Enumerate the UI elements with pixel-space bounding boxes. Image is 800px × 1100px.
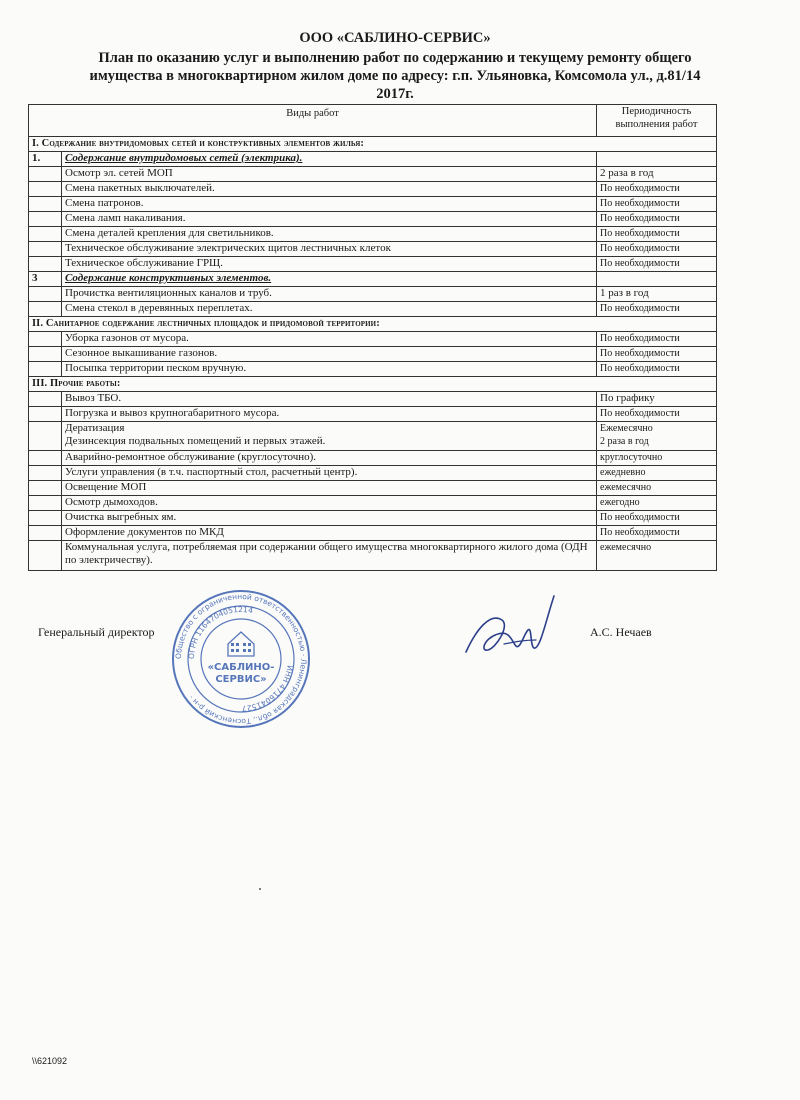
empty-cell [29,541,62,571]
period-cell: По необходимости [597,257,717,272]
work-cell: Смена патронов. [62,197,597,212]
empty-cell [597,272,717,287]
period-line: 2 раза в год [600,436,649,447]
work-cell: Прочистка вентиляционных каналов и труб. [62,287,597,302]
section-row [29,317,717,332]
scan-speck [259,888,261,890]
period-cell: По необходимости [597,182,717,197]
work-cell: Погрузка и вывоз крупногабаритного мусора. [62,407,597,422]
company-stamp [170,588,312,730]
subsection-title: Содержание конструктивных элементов. [62,272,597,287]
empty-cell [29,422,62,451]
period-cell: 1 раз в год [597,287,717,302]
period-cell: ежемесячно [597,541,717,571]
empty-cell [29,496,62,511]
empty-cell [29,526,62,541]
empty-cell [29,212,62,227]
table-row [29,422,717,451]
table-row [29,287,717,302]
work-cell: Осмотр эл. сетей МОП [62,167,597,182]
work-cell: Коммунальная услуга, потребляемая при содержании общего имущества многоквартирного жилого дома (ОДН по электричеству). [62,541,597,571]
period-cell: По необходимости [597,212,717,227]
stamp-inn: ИНН 4716041527 [241,664,295,714]
empty-cell [29,182,62,197]
period-cell: По необходимости [597,242,717,257]
table-row [29,227,717,242]
period-cell: По графику [597,392,717,407]
work-cell: Посыпка территории песком вручную. [62,362,597,377]
table-row [29,511,717,526]
signer-name: А.С. Нечаев [590,625,652,639]
work-cell: Смена пакетных выключателей. [62,182,597,197]
work-cell: Уборка газонов от мусора. [62,332,597,347]
work-cell: Очистка выгребных ям. [62,511,597,526]
work-cell: Сезонное выкашивание газонов. [62,347,597,362]
empty-cell [597,152,717,167]
empty-cell [29,347,62,362]
table-row [29,407,717,422]
table-row [29,332,717,347]
period-cell: По необходимости [597,332,717,347]
empty-cell [29,407,62,422]
empty-cell [29,466,62,481]
table-row [29,302,717,317]
table-row [29,526,717,541]
work-cell: Осмотр дымоходов. [62,496,597,511]
table-row [29,541,717,571]
period-cell: По необходимости [597,407,717,422]
work-cell [62,422,597,451]
document-footnote: \\621092 [32,1056,68,1066]
work-cell: Оформление документов по МКД [62,526,597,541]
header-period-line-1: Периодичность [621,106,692,117]
work-cell: Смена ламп накаливания. [62,212,597,227]
section-2-title: II. Санитарное содержание лестничных площадок и придомовой территории: [29,317,717,332]
empty-cell [29,511,62,526]
stamp-center-line-2: СЕРВИС» [215,674,267,685]
empty-cell [29,227,62,242]
period-cell: По необходимости [597,227,717,242]
period-cell: По необходимости [597,197,717,212]
section-row [29,137,717,152]
work-cell: Смена стекол в деревянных переплетах. [62,302,597,317]
period-line: Ежемесячно [600,423,653,434]
company-name: ООО «САБЛИНО-СЕРВИС» [299,30,491,46]
empty-cell [29,167,62,182]
section-3-title: III. Прочие работы: [29,377,717,392]
document-title-line-1: План по оказанию услуг и выполнению работ по содержанию и текущему ремонту общего [98,50,692,66]
signer-role: Генеральный директор [38,625,155,639]
stamp-outer-text: Общество с ограниченной ответственностью · Ленинградская обл., Тосненский р-н · [173,591,309,727]
period-cell [597,422,717,451]
table-row [29,197,717,212]
work-cell: Техническое обслуживание электрических щитов лестничных клеток [62,242,597,257]
document-year: 2017г. [376,86,414,102]
table-row [29,496,717,511]
table-row [29,466,717,481]
section-1-title: I. Содержание внутридомовых сетей и конструктивных элементов жилья: [29,137,717,152]
empty-cell [29,332,62,347]
table-row [29,167,717,182]
director-signature [458,590,568,670]
work-line: Дезинсекция подвальных помещений и первых этажей. [65,435,326,447]
empty-cell [29,392,62,407]
subsection-row [29,152,717,167]
table-row [29,392,717,407]
period-cell: круглосуточно [597,451,717,466]
table-row [29,182,717,197]
period-cell: По необходимости [597,302,717,317]
period-cell: По необходимости [597,347,717,362]
empty-cell [29,287,62,302]
table-row [29,347,717,362]
empty-cell [29,242,62,257]
stamp-ogrn: ОГРН 1164704051214 [186,604,254,660]
work-cell: Вывоз ТБО. [62,392,597,407]
table-header-row [29,105,717,137]
table-row [29,481,717,496]
subsection-row [29,272,717,287]
work-cell: Техническое обслуживание ГРЩ. [62,257,597,272]
period-cell: ежедневно [597,466,717,481]
subsection-title: Содержание внутридомовых сетей (электрика). [62,152,597,167]
empty-cell [29,257,62,272]
work-cell: Услуги управления (в т.ч. паспортный стол, расчетный центр). [62,466,597,481]
document-title-line-2: имущества в многоквартирном жилом доме по адресу: г.п. Ульяновка, Комсомола ул., д.81/14 [89,68,701,84]
period-cell: По необходимости [597,362,717,377]
table-row [29,362,717,377]
table-row [29,242,717,257]
header-works: Виды работ [29,105,597,137]
house-icon [228,632,254,656]
header-period [597,105,717,137]
empty-cell [29,451,62,466]
period-cell: ежемесячно [597,481,717,496]
empty-cell [29,302,62,317]
subsection-number: 3 [29,272,62,287]
subsection-number: 1. [29,152,62,167]
stamp-center-line-1: «САБЛИНО- [207,662,275,673]
work-cell: Освещение МОП [62,481,597,496]
work-cell: Аварийно-ремонтное обслуживание (круглосуточно). [62,451,597,466]
empty-cell [29,362,62,377]
work-cell: Смена деталей крепления для светильников. [62,227,597,242]
header-period-line-2: выполнения работ [615,119,698,130]
empty-cell [29,197,62,212]
period-cell: 2 раза в год [597,167,717,182]
table-row [29,212,717,227]
period-cell: По необходимости [597,511,717,526]
table-row [29,257,717,272]
section-row [29,377,717,392]
empty-cell [29,481,62,496]
work-line: Дератизация [65,422,125,434]
period-cell: ежегодно [597,496,717,511]
table-row [29,451,717,466]
period-cell: По необходимости [597,526,717,541]
works-plan-table [28,104,717,571]
